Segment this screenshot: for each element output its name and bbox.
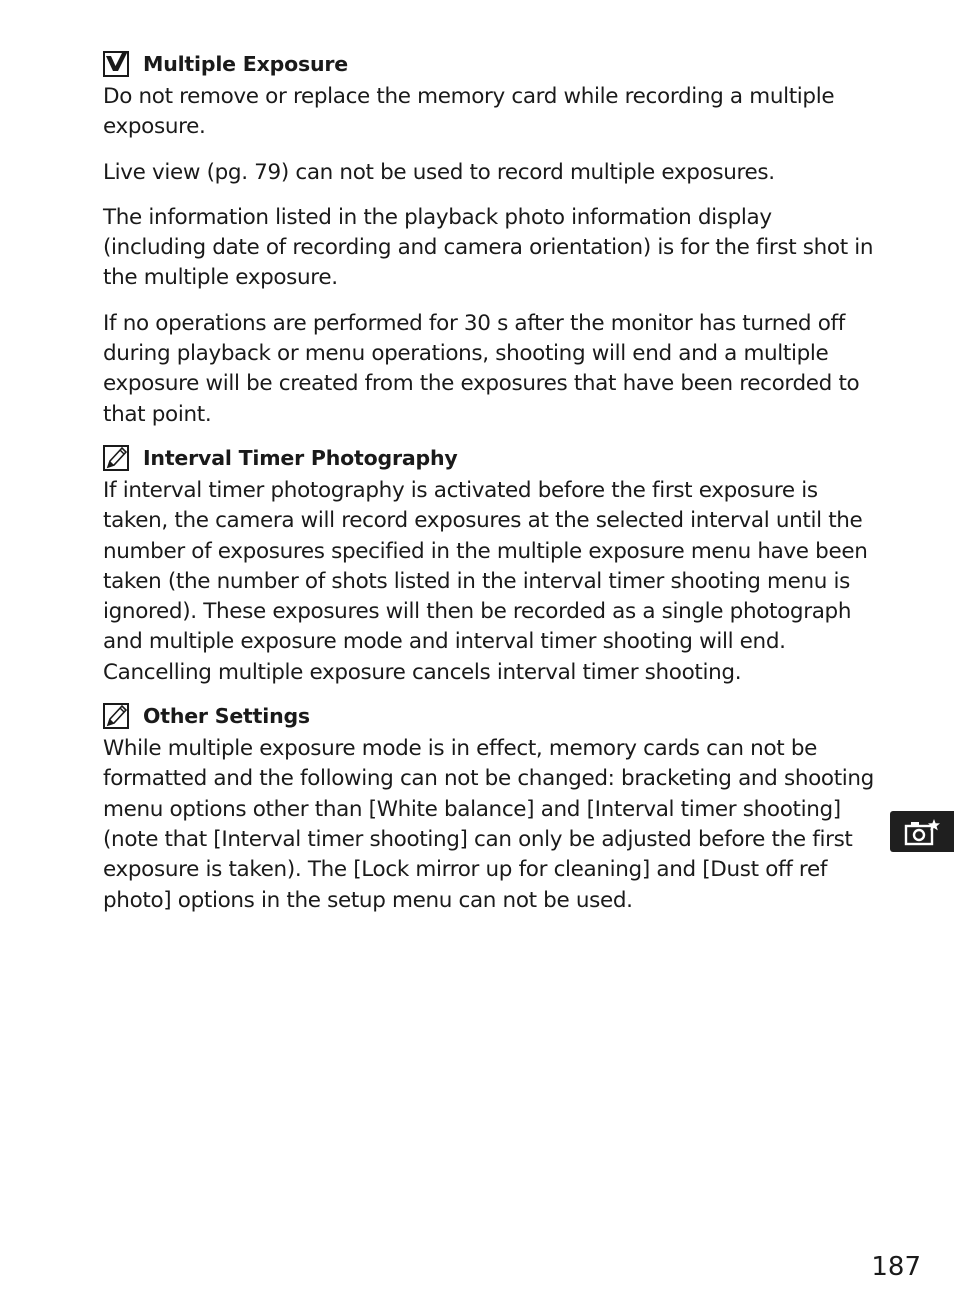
note-multiple-exposure bbox=[103, 48, 878, 430]
note-title: Multiple Exposure bbox=[143, 52, 348, 76]
note-heading bbox=[103, 700, 878, 732]
note-heading bbox=[103, 442, 878, 474]
section-side-tab bbox=[890, 811, 954, 852]
note-title: Interval Timer Photography bbox=[143, 445, 458, 470]
camera-star-icon bbox=[902, 817, 942, 847]
paragraph: If interval timer photography is activated before the first exposure is taken, the camera will record exposures at the selected interval until the number of exposures specified in the multiple exposure menu have been taken (the number of shots listed in the interval timer shooting menu is ignored). These exposures will then be recorded as a single photograph and multiple exposure mode and interval timer shooting will end. Cancelling multiple exposure cancels interval timer shooting. bbox=[103, 477, 868, 685]
note-heading bbox=[103, 48, 878, 80]
paragraph: Live view (pg. 79) can not be used to record multiple exposures. bbox=[103, 159, 775, 185]
paragraph: The information listed in the playback photo information display (including date of recording and camera orientation) is for the first shot in the multiple exposure. bbox=[103, 204, 874, 291]
paragraph: While multiple exposure mode is in effect, memory cards can not be formatted and the following can not be changed: bracketing and shooting menu options other than [White balance] and [Interval timer shooting] (note that [Interval timer shooting] can only be adjusted before the first exposure is taken). The [Lock mirror up for cleaning] and [Dust off ref photo] options in the setup menu can not be used. bbox=[103, 736, 874, 913]
note-other-settings bbox=[103, 700, 878, 916]
page-content bbox=[103, 48, 878, 916]
note-title: Other Settings bbox=[143, 704, 310, 729]
page-number: 187 bbox=[871, 1252, 921, 1282]
note-interval-timer-photography bbox=[103, 442, 878, 688]
paragraph: If no operations are performed for 30 s after the monitor has turned off during playback or menu operations, shooting will end and a multiple exposure will be created from the exposures that have been recorded to that point. bbox=[103, 310, 860, 427]
caution-checkmark-icon bbox=[103, 51, 129, 77]
pencil-note-icon bbox=[103, 445, 129, 471]
paragraph: Do not remove or replace the memory card while recording a multiple exposure. bbox=[103, 84, 835, 140]
pencil-note-icon bbox=[103, 703, 129, 729]
